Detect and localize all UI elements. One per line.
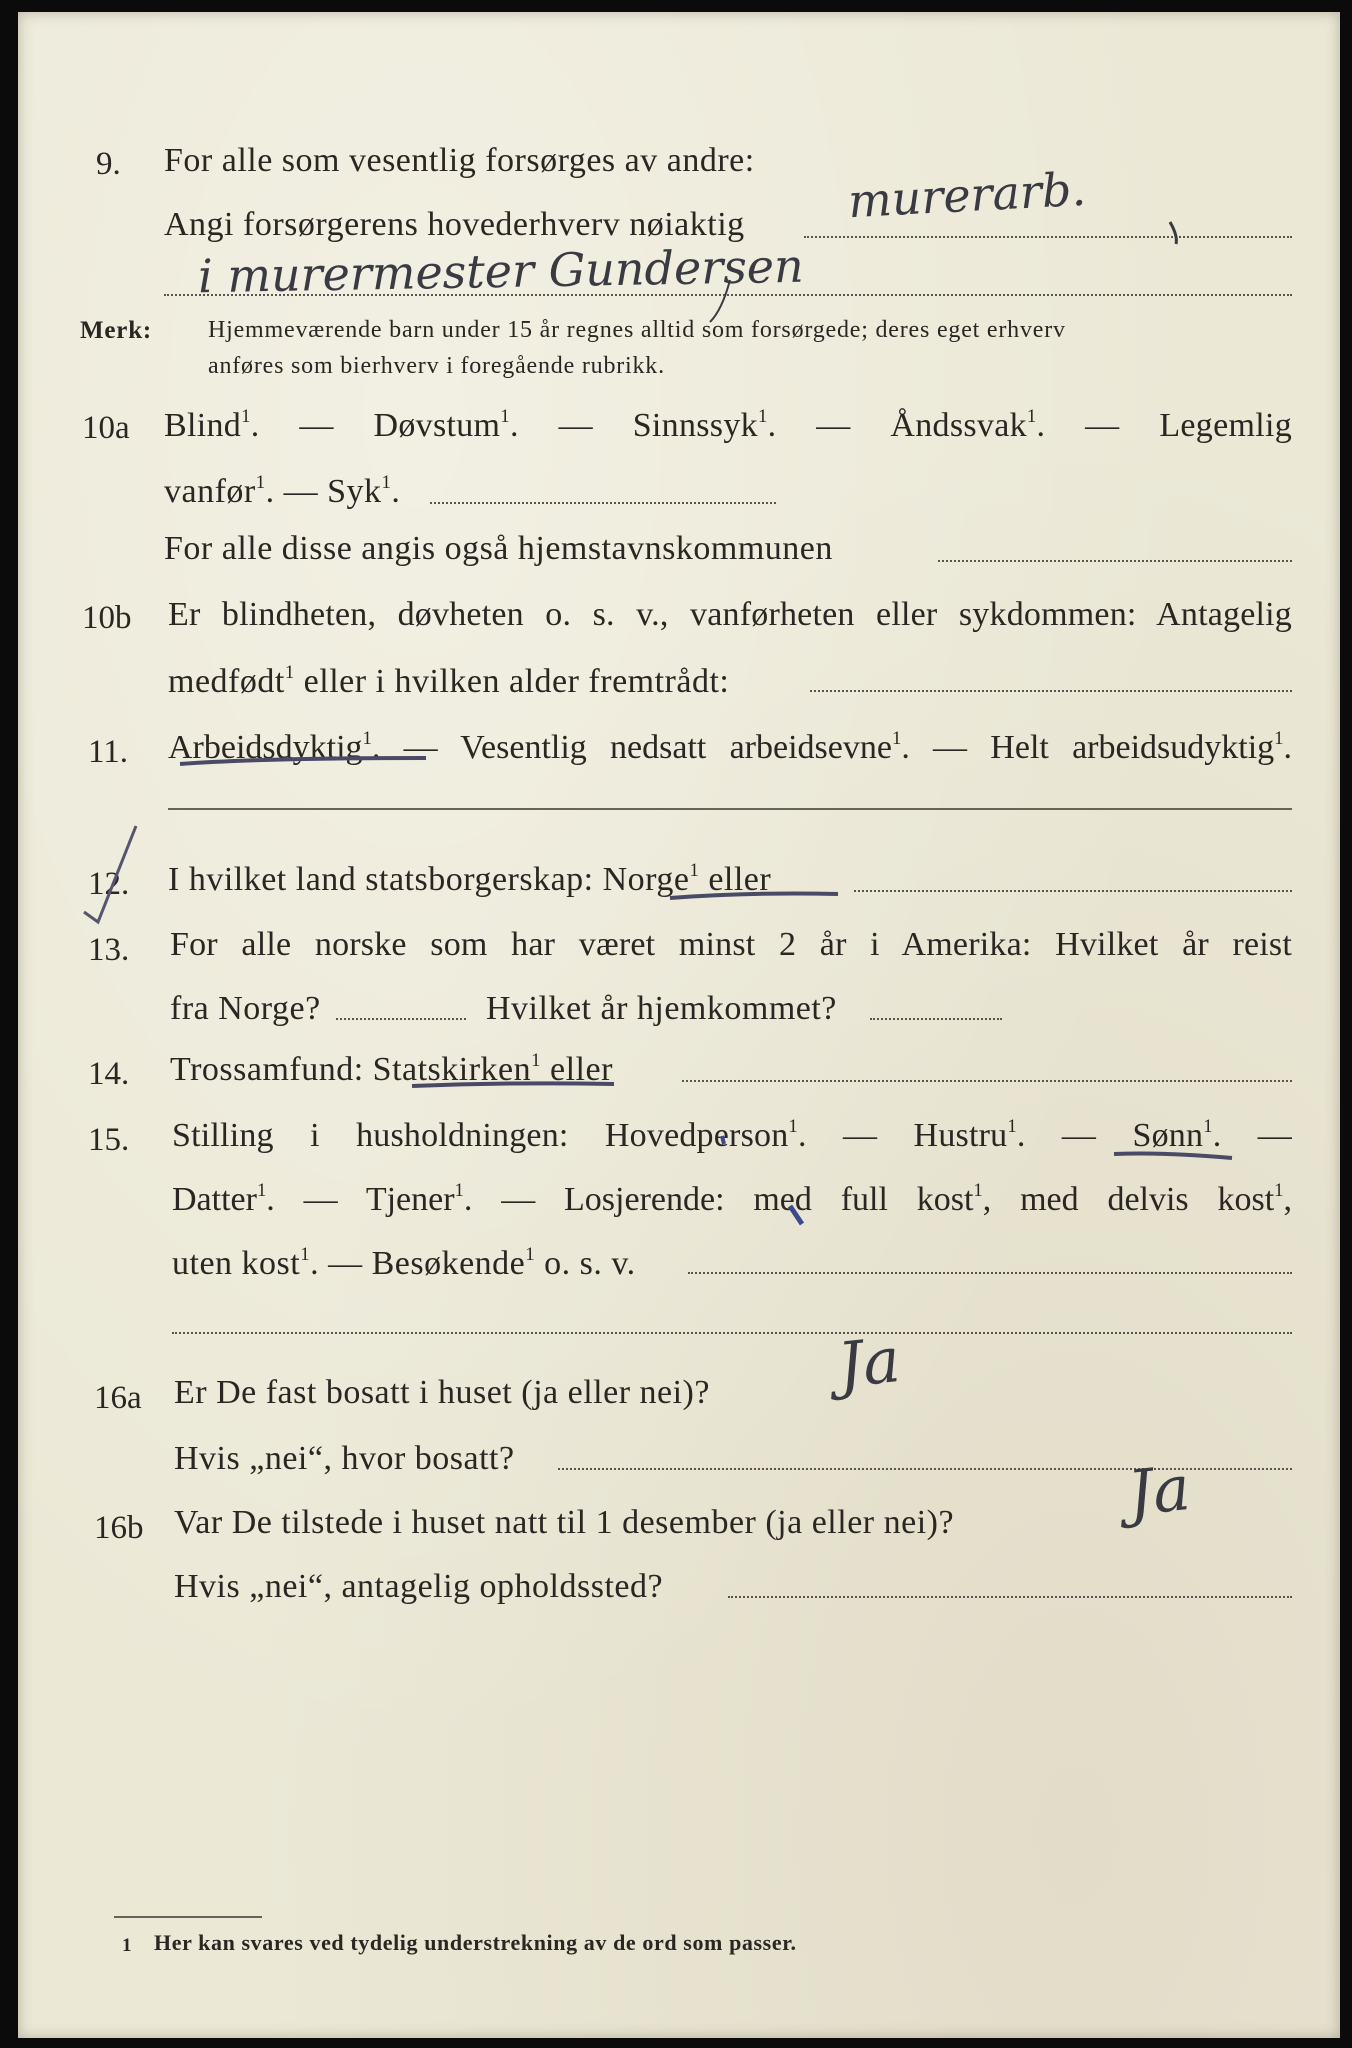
- q15-answer-line: [688, 1272, 1292, 1274]
- census-form-page: [18, 12, 1340, 2038]
- footnote-text: Her kan svares ved tydelig understrekning av de ord som passer.: [154, 1930, 797, 1955]
- q13-number: 13.: [88, 932, 130, 968]
- q13-year-returned-label: Hvilket år hjemkommet?: [486, 990, 837, 1027]
- q9-question: For alle som vesentlig forsørges av andre:: [164, 142, 755, 179]
- q9-handwritten-answer-2: i murermester Gundersen: [197, 238, 805, 304]
- q13-america-question: For alle norske som har været minst 2 år i Amerika: Hvilket år reist: [170, 926, 1292, 963]
- q16a-number: 16a: [94, 1380, 142, 1416]
- q16b-handwritten-answer: Ja: [1124, 1450, 1194, 1531]
- q10b-answer-line: [810, 690, 1292, 692]
- q10a-municipality-line: [938, 560, 1292, 562]
- q10b-number: 10b: [82, 600, 132, 636]
- q15-household-position-cont: Datter$^1$. — Tjener$^1$. — Losjerende: med full kost$^1$, med delvis kost$^1$,: [172, 1180, 1292, 1219]
- q14-religion: Trossamfund: Statskirken$^1$ eller: [170, 1050, 613, 1089]
- q12-answer-line: [854, 890, 1292, 892]
- q13-year-returned-line: [870, 1018, 1002, 1020]
- q10b-question: Er blindheten, døvheten o. s. v., vanførheten eller sykdommen: Antagelig: [168, 596, 1292, 633]
- q16b-whereabouts-line: [728, 1596, 1292, 1598]
- q16a-handwritten-answer: Ja: [834, 1322, 904, 1403]
- q9-number: 9.: [96, 146, 121, 182]
- q11-number: 11.: [88, 734, 129, 770]
- q16b-question: Var De tilstede i huset natt til 1 desember (ja eller nei)?: [174, 1504, 955, 1541]
- q14-number: 14.: [88, 1056, 130, 1092]
- merk-note-line-2: anføres som bierhverv i foregående rubrikk.: [208, 353, 665, 379]
- q13-year-left-line: [336, 1018, 466, 1020]
- q16b-whereabouts-label: Hvis „nei“, antagelig opholdssted?: [174, 1568, 664, 1605]
- q15-extra-line: [172, 1332, 1292, 1334]
- q14-answer-line: [682, 1080, 1292, 1082]
- q10b-question-cont: medfødt$^1$ eller i hvilken alder fremtrådt:: [168, 662, 730, 701]
- footnote-separator: [114, 1916, 262, 1918]
- q12-citizenship: I hvilket land statsborgerskap: Norge$^1$ eller: [168, 860, 772, 899]
- q9-handwritten-answer-1: murerarb.: [846, 161, 1088, 229]
- q16b-number: 16b: [94, 1510, 144, 1546]
- q11-work-capacity: Arbeidsdyktig$^1$. — Vesentlig nedsatt arbeidsevne$^1$. — Helt arbeidsudyktig$^1$.: [168, 728, 1292, 767]
- q9-provider-occupation-label: Angi forsørgerens hovederhverv nøiaktig: [164, 206, 745, 243]
- q10a-answer-line: [430, 502, 776, 504]
- q15-household-position-end: uten kost$^1$. — Besøkende$^1$ o. s. v.: [172, 1244, 636, 1283]
- q9-answer-line-1: [804, 236, 1292, 238]
- footnote-marker: 1: [122, 1935, 133, 1956]
- q16a-question: Er De fast bosatt i huset (ja eller nei)?: [174, 1374, 710, 1411]
- q12-number: 12.: [88, 866, 130, 902]
- q10a-home-municipality-label: For alle disse angis også hjemstavnskommunen: [164, 530, 833, 567]
- q15-number: 15.: [88, 1122, 130, 1158]
- q11-answer-line: [168, 808, 1292, 810]
- q13-year-left-label: fra Norge?: [170, 990, 321, 1027]
- merk-label: Merk:: [80, 317, 153, 344]
- q10a-conditions-cont: vanfør$^1$. — Syk$^1$.: [164, 472, 401, 511]
- merk-note-line-1: Hjemmeværende barn under 15 år regnes alltid som forsørgede; deres eget erhverv: [208, 317, 1066, 343]
- q10a-number: 10a: [82, 410, 130, 446]
- q10a-conditions: Blind$^1$. — Døvstum$^1$. — Sinnssyk$^1$. — Åndssvak$^1$. — Legemlig: [164, 406, 1293, 445]
- q16a-where-label: Hvis „nei“, hvor bosatt?: [174, 1440, 515, 1477]
- q15-household-position: Stilling i husholdningen: Hovedperson$^1$. — Hustru$^1$. — Sønn$^1$. —: [172, 1116, 1293, 1155]
- q9-check-mark: [1170, 222, 1176, 244]
- q15-underline: [1114, 1154, 1232, 1159]
